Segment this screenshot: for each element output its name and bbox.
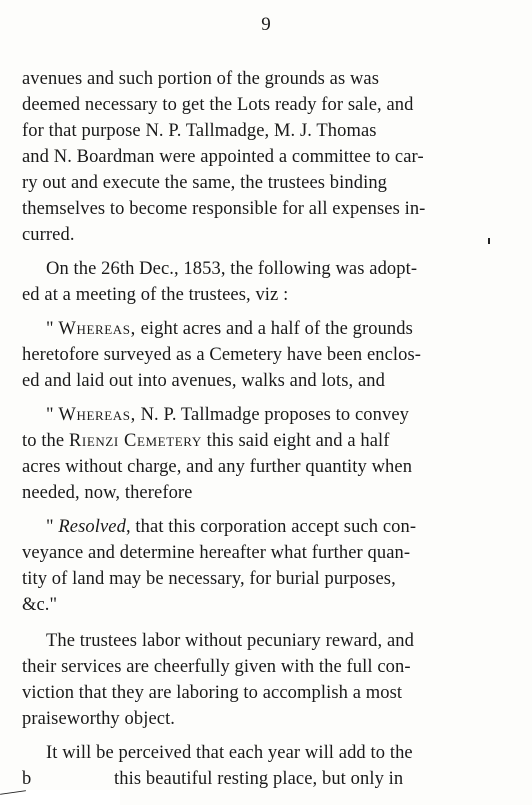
whereas-word: Whereas, — [58, 319, 136, 339]
text-line: curred. — [22, 225, 75, 245]
text-line: The trustees labor without pecuniary reward, and — [46, 631, 414, 651]
text-line-whereas — [46, 402, 409, 428]
text-line: &c." — [22, 595, 58, 615]
text-line-whereas — [46, 316, 413, 342]
text-line: ed at a meeting of the trustees, viz : — [22, 285, 289, 305]
text-line: praiseworthy object. — [22, 709, 176, 729]
whereas-rest: N. P. Tallmadge proposes to convey — [135, 405, 410, 425]
text-line: acres without charge, and any further quantity when — [22, 457, 413, 477]
text-line: needed, now, therefore — [22, 483, 193, 503]
whereas-word: Whereas, — [58, 405, 136, 425]
text-line: veyance and determine hereafter what further quan- — [22, 543, 411, 563]
text-line-damaged-start: b — [22, 769, 32, 789]
open-quote: " — [46, 319, 59, 339]
text-fragment: this said eight and a half — [201, 431, 390, 451]
text-line: and N. Boardman were appointed a committee to car- — [22, 147, 424, 167]
text-line: avenues and such portion of the grounds as was — [22, 69, 380, 89]
text-line: for that purpose N. P. Tallmadge, M. J. Thomas — [22, 121, 377, 141]
page-number: 9 — [261, 14, 271, 35]
text-line: deemed necessary to get the Lots ready for sale, and — [22, 95, 414, 115]
open-quote: " — [46, 405, 59, 425]
text-line: their services are cheerfully given with the full con- — [22, 657, 411, 677]
text-fragment: , that this corporation accept such con- — [125, 517, 417, 537]
text-line: viction that they are laboring to accomplish a most — [22, 683, 403, 703]
open-quote: " — [46, 517, 59, 537]
text-line: heretofore surveyed as a Cemetery have been enclos- — [22, 345, 422, 365]
text-line-resolved — [46, 514, 416, 540]
cemetery-name: Rienzi Cemetery — [68, 431, 202, 451]
text-line: tity of land may be necessary, for burial purposes, — [22, 569, 396, 589]
stray-ink-mark — [488, 238, 490, 244]
text-line: this beautiful resting place, but only in — [114, 769, 404, 789]
text-line: ed and laid out into avenues, walks and lots, and — [22, 371, 386, 391]
whereas-rest: eight acres and a half of the grounds — [135, 319, 413, 339]
text-fragment: to the — [22, 431, 69, 451]
text-line-rienzi — [22, 428, 390, 454]
resolved-word: Resolved — [58, 517, 126, 537]
text-line: themselves to become responsible for all expenses in- — [22, 199, 426, 219]
text-line: It will be perceived that each year will add to the — [46, 743, 413, 763]
text-line: ry out and execute the same, the trustees binding — [22, 173, 388, 193]
text-line: On the 26th Dec., 1853, the following was adopt- — [46, 259, 418, 279]
